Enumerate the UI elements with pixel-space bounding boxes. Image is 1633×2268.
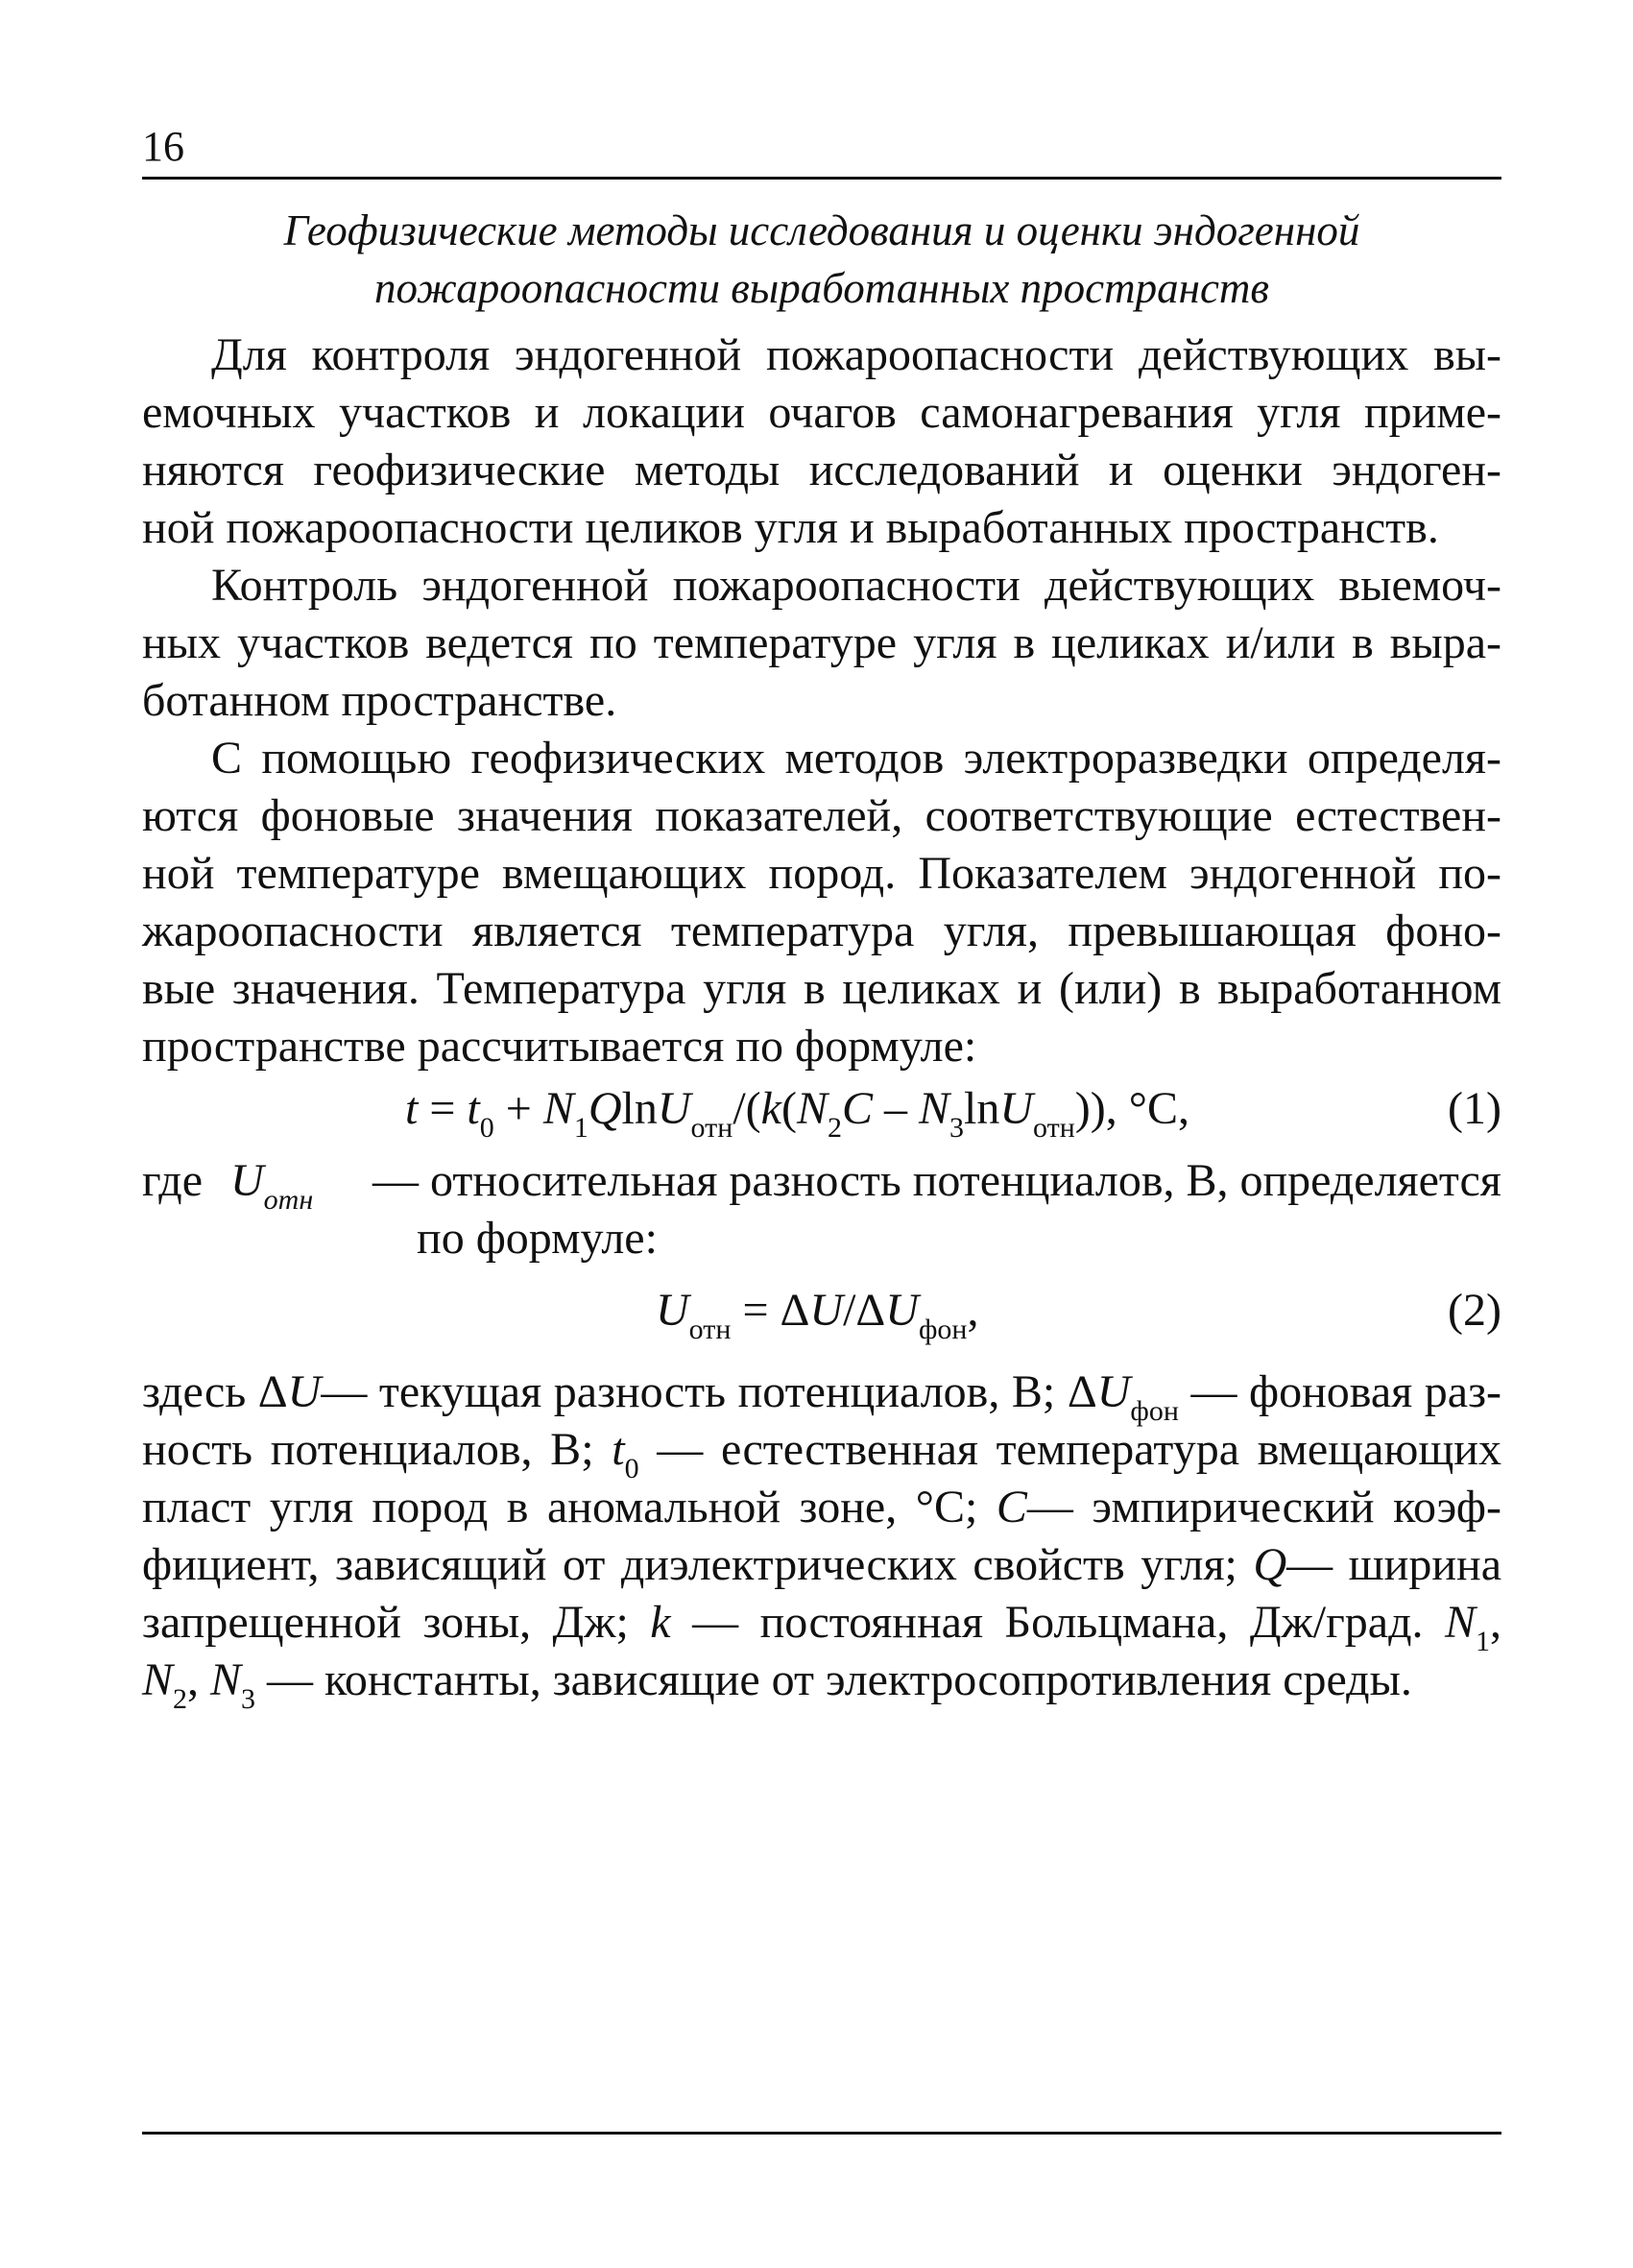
paragraph-line: пространстве рассчитывается по формуле: <box>142 1021 977 1072</box>
formula-1-row <box>142 1080 1501 1147</box>
paragraph-line: пласт угля пород в аномальной зоне, °С; С— эмпирический коэф- <box>142 1482 1501 1532</box>
paragraph-line: здесь ΔU— текущая разность потенциалов, В; $\Delta U_{фон}$ — фоновая раз- <box>142 1366 1502 1427</box>
paragraph-line: няются геофизические методы исследований и оценки эндоген- <box>142 445 1501 495</box>
footer-rule <box>142 2132 1501 2135</box>
page-number: 16 <box>142 123 184 170</box>
where-description: — относительная разность потенциалов, В, определяется по формуле: <box>372 1155 1501 1264</box>
section-heading <box>142 202 1501 317</box>
where-word: где <box>142 1155 204 1206</box>
paragraph-explanation <box>142 1363 1502 1715</box>
paragraph-line: вые значения. Температура угля в целиках и (или) в выработанном <box>142 963 1501 1014</box>
paragraph-line: запрещенной зоны, Дж; k — постоянная Больцмана, Дж/град. $N_1$, <box>142 1597 1501 1657</box>
paragraph-1 <box>142 326 1501 557</box>
paragraph-line: ются фоновые значения показателей, соответствующие естествен- <box>142 790 1501 841</box>
paragraph-line: ной пожароопасности целиков угля и выработанных пространств. <box>142 502 1439 553</box>
heading-line-2: пожароопасности выработанных пространств <box>374 264 1269 312</box>
paragraph-line: $N_2$, $N_3$ — константы, зависящие от электросопротивления среды. <box>142 1654 1412 1715</box>
formula-1: $t = t_0 + N_1QlnU_{отн}/(k(N_2C - N_3\ln U_{отн}))$, °C, <box>405 1083 1189 1144</box>
formula-2: $U_{отн} = \Delta U/\Delta U_{фон}$, <box>656 1285 979 1345</box>
paragraph-line: ботанном пространстве. <box>142 675 617 726</box>
heading-line-1: Геофизические методы исследования и оценки эндогенной <box>283 206 1360 254</box>
paragraph-line: ность потенциалов, В; $t_0$ — естественная температура вмещающих <box>142 1424 1501 1484</box>
formula-2-row <box>142 1282 1501 1349</box>
paragraph-line: фициент, зависящий от диэлектрических свойств угля; Q— ширина <box>142 1539 1501 1590</box>
paragraph-line: Для контроля эндогенной пожароопасности действующих вы- <box>211 329 1501 380</box>
header-rule <box>142 177 1501 180</box>
paragraph-line: жароопасности является температура угля, превышающая фоно- <box>142 905 1501 956</box>
paragraph-line: ных участков ведется по температуре угля в целиках и/или в выра- <box>142 617 1501 668</box>
paragraph-2 <box>142 557 1501 730</box>
paragraph-line: ной температуре вмещающих пород. Показателем эндогенной по- <box>142 848 1501 899</box>
where-definition <box>142 1152 1501 1277</box>
paragraph-line: Контроль эндогенной пожароопасности действующих выемоч- <box>211 560 1501 611</box>
equation-number-1: (1) <box>1448 1083 1501 1134</box>
paragraph-3 <box>142 730 1501 1075</box>
paragraph-line: С помощью геофизических методов электроразведки определя- <box>211 733 1501 784</box>
where-symbol: $U_{отн}$ <box>230 1155 314 1216</box>
equation-number-2: (2) <box>1448 1285 1501 1336</box>
paragraph-line: емочных участков и локации очагов самонагревания угля приме- <box>142 387 1501 438</box>
